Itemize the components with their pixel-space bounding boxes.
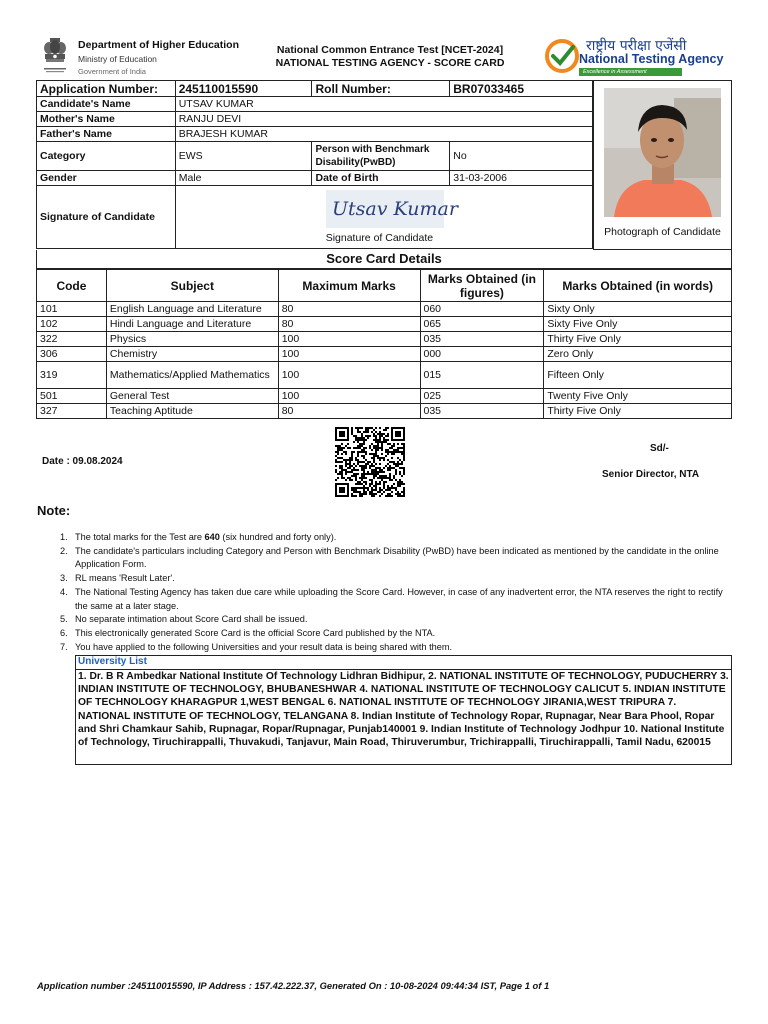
score-card-heading: Score Card Details: [36, 250, 732, 269]
table-row: [37, 362, 732, 389]
notes-heading: Note:: [37, 503, 71, 518]
col-header-marks-figures: Marks Obtained (in figures): [420, 270, 544, 302]
marks-words: Thirty Five Only: [544, 332, 732, 347]
marks-figures: 035: [420, 332, 544, 347]
marks-figures: 060: [420, 302, 544, 317]
list-item: 5. No separate intimation about Score Card shall be issued.: [60, 614, 308, 625]
university-list-heading: University List: [78, 656, 147, 667]
list-item: 2. The candidate's particulars including Category and Person with Benchmark Disability (PwBD) have been indicated as mentioned by the candidate in the online Application Form.: [60, 545, 719, 570]
subject-code: 306: [37, 347, 107, 362]
national-emblem-icon: [40, 36, 70, 76]
max-marks: 100: [278, 332, 420, 347]
max-marks: 80: [278, 302, 420, 317]
page-footer: Application number :245110015590, IP Address : 157.42.222.37, Generated On : 10-08-2024 09:44:34 IST, Page 1 of 1: [37, 980, 550, 991]
table-row: [37, 347, 732, 362]
marks-figures: 000: [420, 347, 544, 362]
marks-figures: 065: [420, 317, 544, 332]
dob-value: 31-03-2006: [450, 171, 593, 186]
candidate-photo: [604, 88, 721, 217]
category-value: EWS: [175, 142, 312, 171]
col-header-marks-words: Marks Obtained (in words): [544, 270, 732, 302]
table-row: [37, 317, 732, 332]
candidate-name-value: UTSAV KUMAR: [175, 97, 592, 112]
university-list-text: 1. Dr. B R Ambedkar National Institute Of Technology Lidhran Bidhipur, 2. NATIONAL INSTITUTE OF TECHNOLOGY, PUDUCHERRY 3. INDIAN INSTITUTE OF TECHNOLOGY, BHUBANESHWAR 4. NATIONAL INSTITUTE OF TECHNOLOGY CALICUT 5. INDIAN INSTITUTE OF TECHNOLOGY KHARAGPUR 1,WEST BENGAL 6. NATIONAL INSTITUTE OF TECHNOLOGY JIRANIA,WEST TRIPURA 7. NATIONAL INSTITUTE OF TECHNOLOGY, TELANGANA 8. Indian Institute of Technology Ropar, Rupnagar, Near Bara Phool, Ropar and Shri Chamkaur Sahib, Rupnagar, Ropar/Rupnagar, Punjab140001 9. Indian Institute of Technology Jodhpur 10. National Institute of Technology, Tiruchirappalli, Thuvakudi, Tanjavur, Main Road, Thiruverumbur, Trichirappalli, Tiruchirappalli, Tamil Nadu, 620015: [78, 671, 729, 749]
subject-code: 322: [37, 332, 107, 347]
pwbd-value: No: [450, 142, 593, 171]
max-marks: 100: [278, 362, 420, 389]
table-row: [37, 332, 732, 347]
max-marks: 80: [278, 404, 420, 419]
marks-words: Thirty Five Only: [544, 404, 732, 419]
col-header-subject: Subject: [106, 270, 278, 302]
subject-code: 501: [37, 389, 107, 404]
mother-name-label: Mother's Name: [37, 112, 176, 127]
subject-name: General Test: [106, 389, 278, 404]
signing-authority: Senior Director, NTA: [602, 469, 700, 480]
government-name: Government of India: [78, 67, 146, 76]
subject-name: English Language and Literature: [106, 302, 278, 317]
table-row: [37, 404, 732, 419]
father-name-value: BRAJESH KUMAR: [175, 127, 592, 142]
max-marks: 100: [278, 347, 420, 362]
signature-caption: Signature of Candidate: [325, 232, 434, 244]
application-number-label: Application Number:: [37, 81, 176, 97]
candidate-details-table: [36, 80, 593, 249]
candidate-name-label: Candidate's Name: [37, 97, 176, 112]
list-item: 3. RL means 'Result Later'.: [60, 573, 175, 584]
signature-text: Utsav Kumar: [331, 198, 458, 220]
list-item: 6. This electronically generated Score Card is the official Score Card published by the NTA.: [60, 627, 436, 638]
application-number-value: 245110015590: [175, 81, 312, 97]
dob-label: Date of Birth: [312, 171, 450, 186]
marks-figures: 015: [420, 362, 544, 389]
subject-name: Mathematics/Applied Mathematics: [106, 362, 278, 389]
category-label: Category: [37, 142, 176, 171]
col-header-max-marks: Maximum Marks: [278, 270, 420, 302]
subject-code: 327: [37, 404, 107, 419]
subject-code: 101: [37, 302, 107, 317]
department-title: Department of Higher Education: [78, 39, 240, 51]
mother-name-value: RANJU DEVI: [175, 112, 592, 127]
issue-date: Date : 09.08.2024: [42, 456, 123, 467]
nta-name: National Testing Agency: [579, 52, 724, 66]
marks-words: Twenty Five Only: [544, 389, 732, 404]
max-marks: 100: [278, 389, 420, 404]
photo-caption: Photograph of Candidate: [604, 226, 721, 238]
subject-name: Physics: [106, 332, 278, 347]
max-marks: 80: [278, 317, 420, 332]
subject-name: Hindi Language and Literature: [106, 317, 278, 332]
gender-label: Gender: [37, 171, 176, 186]
subject-name: Teaching Aptitude: [106, 404, 278, 419]
gender-value: Male: [175, 171, 312, 186]
col-header-code: Code: [37, 270, 107, 302]
roll-number-label: Roll Number:: [312, 81, 450, 97]
marks-figures: 035: [420, 404, 544, 419]
nta-tagline: Excellence in Assessment: [579, 68, 682, 76]
score-card-title: NATIONAL TESTING AGENCY - SCORE CARD: [275, 57, 505, 69]
signature-cell: [175, 186, 592, 249]
signed-mark: Sd/-: [650, 443, 669, 454]
nta-hindi-name: राष्ट्रीय परीक्षा एजेंसी: [586, 38, 687, 54]
subject-code: 102: [37, 317, 107, 332]
subject-name: Chemistry: [106, 347, 278, 362]
score-table: [36, 269, 732, 419]
table-row: [37, 302, 732, 317]
notes-list: [60, 531, 732, 654]
list-item: 4. The National Testing Agency has taken due care while uploading the Score Card. However, in case of any inadvertent error, the NTA reserves the right to rectify the same at a later stage.: [60, 586, 723, 611]
table-row: [37, 389, 732, 404]
candidate-signature-image: [326, 190, 458, 228]
list-item: 7. You have applied to the following Universities and your result data is being shared with them.: [60, 641, 453, 652]
list-item: 1. The total marks for the Test are 640 (six hundred and forty only).: [60, 532, 337, 542]
nta-logo-icon: [544, 38, 580, 74]
marks-words: Sixty Five Only: [544, 317, 732, 332]
marks-words: Fifteen Only: [544, 362, 732, 389]
pwbd-label: Person with Benchmark Disability(PwBD): [312, 142, 450, 171]
father-name-label: Father's Name: [37, 127, 176, 142]
roll-number-value: BR07033465: [450, 81, 593, 97]
signature-label: Signature of Candidate: [37, 186, 176, 249]
exam-title: National Common Entrance Test [NCET-2024]: [276, 44, 504, 56]
marks-words: Sixty Only: [544, 302, 732, 317]
ministry-name: Ministry of Education: [78, 54, 157, 64]
marks-words: Zero Only: [544, 347, 732, 362]
subject-code: 319: [37, 362, 107, 389]
marks-figures: 025: [420, 389, 544, 404]
qr-code: [333, 427, 407, 497]
